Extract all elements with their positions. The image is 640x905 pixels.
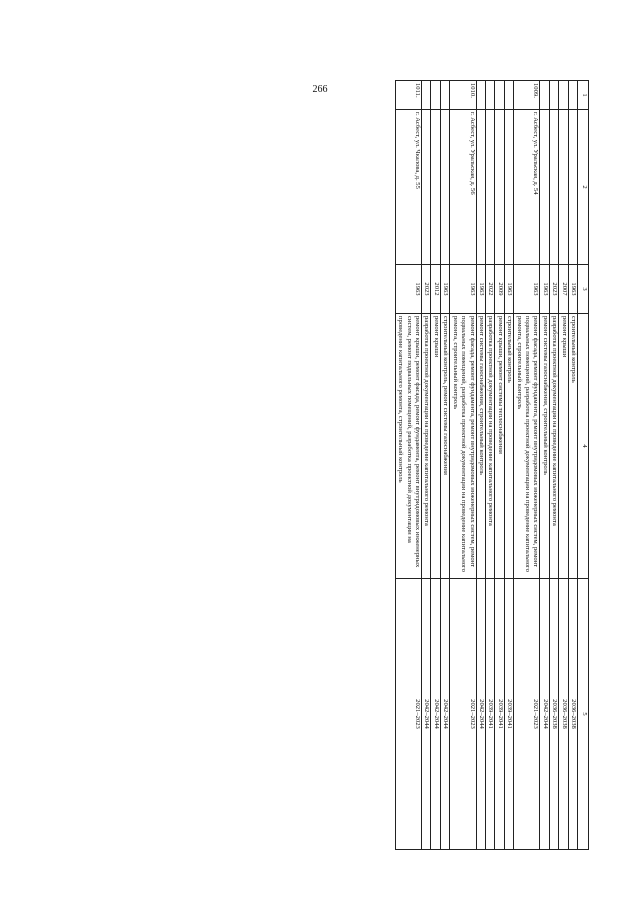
period-cell: 2042–2044 [540, 579, 549, 850]
row-number-cell [549, 81, 558, 110]
table-row [422, 81, 431, 850]
work-type-cell: строительный контроль [504, 314, 513, 579]
year-cell: 2007 [559, 265, 568, 314]
period-cell: 2039–2041 [504, 579, 513, 850]
period-cell: 2039–2041 [495, 579, 504, 850]
table-row [440, 81, 449, 850]
period-cell: 2042–2044 [422, 579, 431, 850]
row-number-cell [504, 81, 513, 110]
period-cell: 2036–2038 [568, 579, 577, 850]
year-cell: 1963 [540, 265, 549, 314]
row-number-cell: 1010. [450, 81, 476, 110]
work-type-cell: ремонт системы газоснабжения, строительный контроль [476, 314, 485, 579]
address-cell [495, 110, 504, 265]
address-cell [422, 110, 431, 265]
year-cell: 1963 [504, 265, 513, 314]
address-cell [568, 110, 577, 265]
table-row [450, 81, 476, 850]
address-cell [440, 110, 449, 265]
table-row [514, 81, 540, 850]
period-cell: 2039–2041 [485, 579, 494, 850]
year-cell: 2023 [549, 265, 558, 314]
rotated-table-wrapper [85, 80, 589, 850]
period-cell: 2042–2044 [431, 579, 440, 850]
work-type-cell: разработка проектной документации на проведение капитального ремонта [485, 314, 494, 579]
table-row [559, 81, 568, 850]
year-cell: 2009 [495, 265, 504, 314]
row-number-cell [440, 81, 449, 110]
address-cell [540, 110, 549, 265]
header-row [578, 81, 589, 850]
table-body [395, 81, 577, 850]
address-cell: г. Асбест, ул. Уральская, д. 56 [450, 110, 476, 265]
work-type-cell: строительный контроль, ремонт системы газоснабжения [440, 314, 449, 579]
period-cell: 2042–2044 [440, 579, 449, 850]
year-cell: 2022 [485, 265, 494, 314]
year-cell: 1963 [450, 265, 476, 314]
year-cell: 2012 [431, 265, 440, 314]
table-row [431, 81, 440, 850]
year-cell: 1963 [514, 265, 540, 314]
work-type-cell: ремонт системы газоснабжения, строительный контроль [540, 314, 549, 579]
repair-schedule-table [395, 80, 589, 850]
work-type-cell: строительный контроль [568, 314, 577, 579]
header-col-1: 1 [578, 81, 589, 110]
row-number-cell [568, 81, 577, 110]
work-type-cell: ремонт крыши, ремонт системы теплоснабжения [495, 314, 504, 579]
header-col-5: 5 [578, 579, 589, 850]
period-cell: 2021–2023 [514, 579, 540, 850]
address-cell [476, 110, 485, 265]
address-cell [559, 110, 568, 265]
header-col-3: 3 [578, 265, 589, 314]
work-type-cell: ремонт крыши, ремонт фасада, ремонт фундамента, ремонт внутридомовых инженерных систем, ремонт подвальных помещений, разработка проектной документации на проведение капитального ремонта, строительный контроль [395, 314, 421, 579]
address-cell [504, 110, 513, 265]
row-number-cell [559, 81, 568, 110]
table-row [476, 81, 485, 850]
row-number-cell: 1009. [514, 81, 540, 110]
table-row [504, 81, 513, 850]
address-cell: г. Асбест, ул. Чкалова, д. 55 [395, 110, 421, 265]
year-cell: 1963 [568, 265, 577, 314]
work-type-cell: ремонт фасада, ремонт фундамента, ремонт внутридомовых инженерных систем, ремонт подвальных помещений, разработка проектной документации на проведение капитального ремонта, строительный контроль [450, 314, 476, 579]
table-row [395, 81, 421, 850]
work-type-cell: ремонт крыши [559, 314, 568, 579]
table-row [495, 81, 504, 850]
year-cell: 1963 [476, 265, 485, 314]
row-number-cell [422, 81, 431, 110]
work-type-cell: разработка проектной документации на проведение капитального ремонта [549, 314, 558, 579]
address-cell [549, 110, 558, 265]
row-number-cell [540, 81, 549, 110]
period-cell: 2021–2023 [450, 579, 476, 850]
table-row [549, 81, 558, 850]
header-col-2: 2 [578, 110, 589, 265]
address-cell [485, 110, 494, 265]
row-number-cell [495, 81, 504, 110]
period-cell: 2036–2038 [559, 579, 568, 850]
page-number: 266 [312, 84, 328, 95]
row-number-cell: 1011. [395, 81, 421, 110]
row-number-cell [431, 81, 440, 110]
table-row [485, 81, 494, 850]
address-cell: г. Асбест, ул. Уральская, д. 54 [514, 110, 540, 265]
address-cell [431, 110, 440, 265]
year-cell: 1963 [395, 265, 421, 314]
table-row [540, 81, 549, 850]
period-cell: 2021–2023 [395, 579, 421, 850]
header-col-4: 4 [578, 314, 589, 579]
table-row [568, 81, 577, 850]
work-type-cell: разработка проектной документации на проведение капитального ремонта [422, 314, 431, 579]
row-number-cell [476, 81, 485, 110]
work-type-cell: ремонт крыши [431, 314, 440, 579]
row-number-cell [485, 81, 494, 110]
year-cell: 2023 [422, 265, 431, 314]
period-cell: 2042–2044 [476, 579, 485, 850]
period-cell: 2036–2038 [549, 579, 558, 850]
work-type-cell: ремонт фасада, ремонт фундамента, ремонт внутридомовых инженерных систем, ремонт подвальных помещений, разработка проектной документации на проведение капитального ремонта, строительный контроль [514, 314, 540, 579]
year-cell: 1963 [440, 265, 449, 314]
